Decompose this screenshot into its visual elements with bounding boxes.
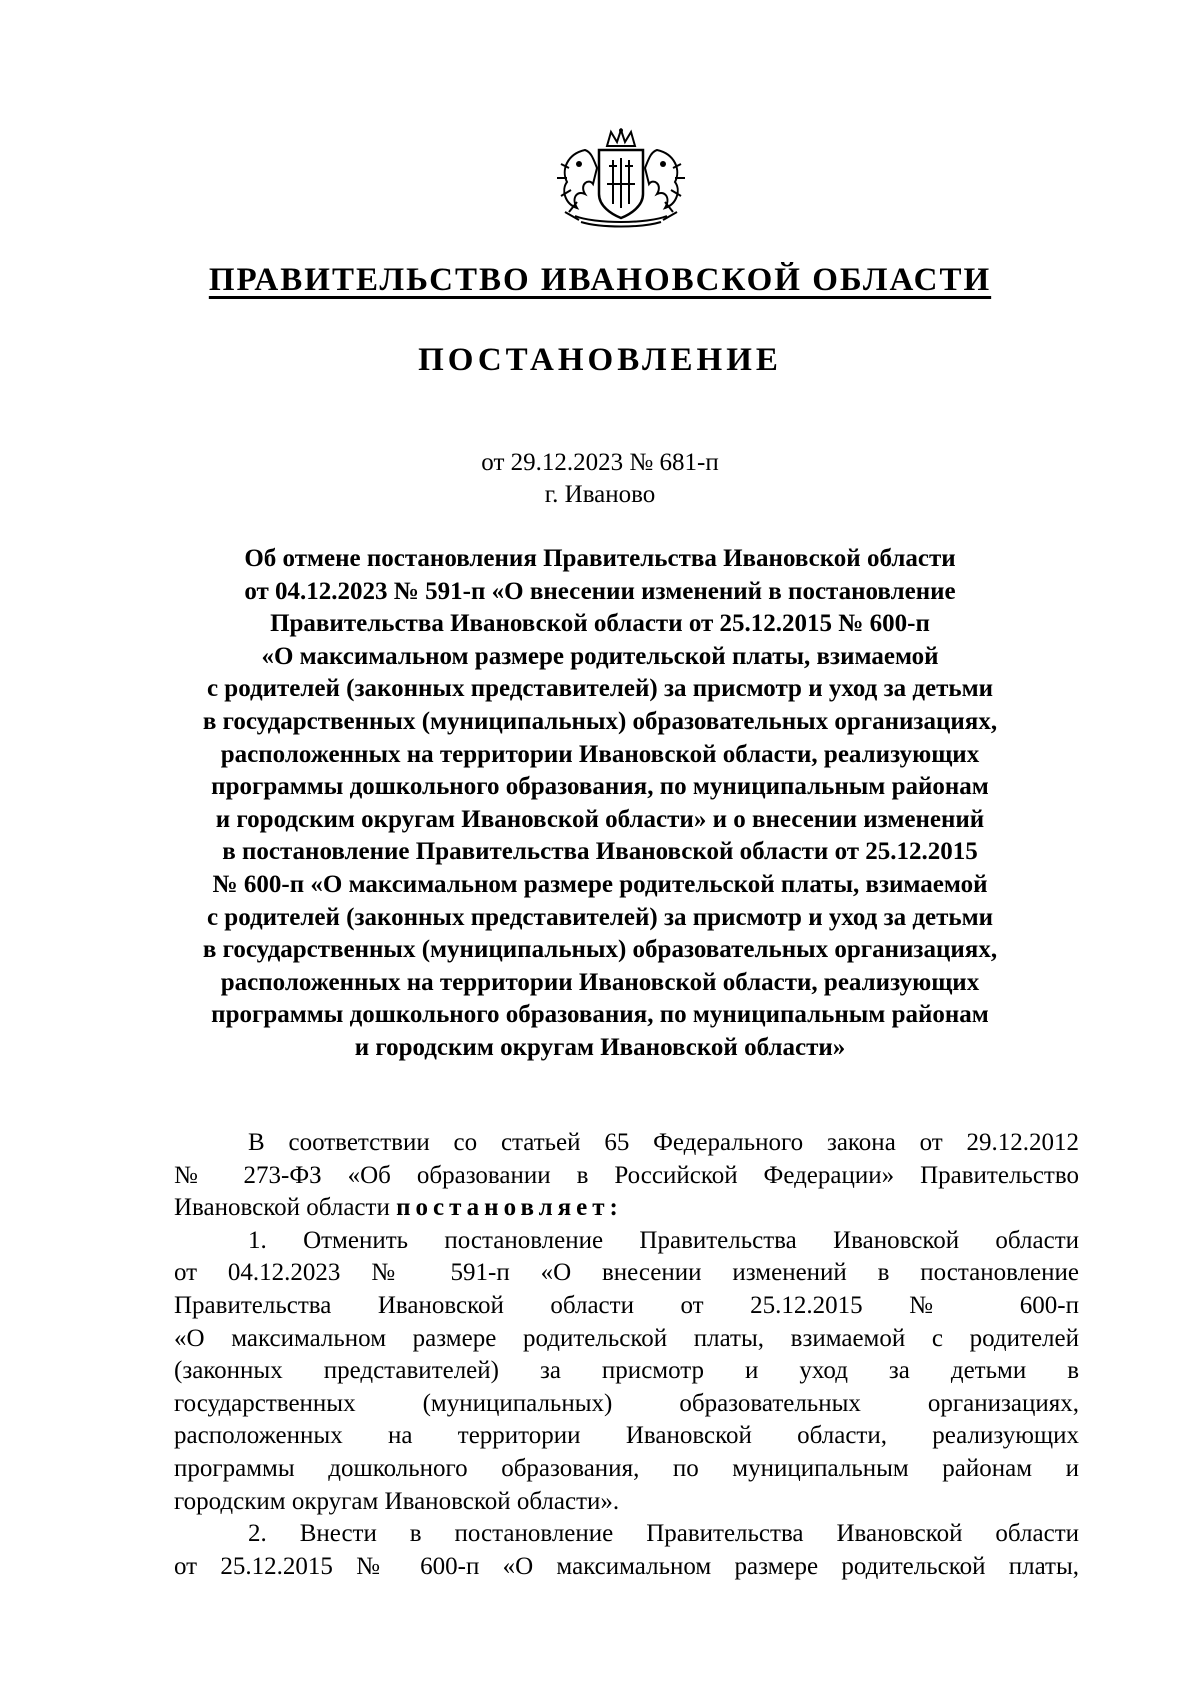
preamble-line: № 273-ФЗ «Об образовании в Российской Федерации» Правительство (174, 1161, 1079, 1189)
heading-line: в государственных (муниципальных) образовательных организациях, (202, 936, 998, 964)
item1-line: программы дошкольного образования, по муниципальным районам и (174, 1454, 1079, 1482)
document-type: ПОСТАНОВЛЕНИЕ (418, 342, 782, 378)
item1-line: от 04.12.2023 № 591-п «О внесении изменений в постановление (174, 1259, 1079, 1287)
item2-line: 2. Внести в постановление Правительства Ивановской области (248, 1520, 1079, 1548)
heading-line: и городским округам Ивановской области» (354, 1033, 846, 1061)
city: г. Иваново (544, 481, 656, 508)
preamble-prefix: Ивановской области (174, 1194, 397, 1222)
heading-line: программы дошкольного образования, по муниципальным районам (211, 1001, 989, 1029)
heading-line: Правительства Ивановской области от 25.12.2015 № 600-п (270, 610, 930, 638)
heading-line: от 04.12.2023 № 591-п «О внесении изменений в постановление (244, 577, 956, 605)
heading-line: расположенных на территории Ивановской области, реализующих (220, 968, 980, 996)
heading-line: № 600-п «О максимальном размере родительской платы, взимаемой (212, 870, 988, 898)
heading-line: расположенных на территории Ивановской области, реализующих (220, 740, 980, 768)
heading-line: Об отмене постановления Правительства Ивановской области (244, 545, 956, 572)
heading-line: и городским округам Ивановской области» и о внесении изменений (215, 805, 985, 833)
government-title: ПРАВИТЕЛЬСТВО ИВАНОВСКОЙ ОБЛАСТИ (208, 262, 992, 298)
heading-line: «О максимальном размере родительской платы, взимаемой (261, 642, 939, 670)
preamble-line: В соответствии со статьей 65 Федерального закона от 29.12.2012 (248, 1129, 1079, 1156)
document-body (174, 1127, 1079, 1583)
resolves-word: постановляет: (396, 1194, 623, 1222)
coat-of-arms-icon (555, 128, 687, 228)
item1-line: «О максимальном размере родительской платы, взимаемой с родителей (174, 1324, 1079, 1352)
item1-line: Правительства Ивановской области от 25.12.2015 № 600-п (174, 1291, 1079, 1319)
heading-line: в государственных (муниципальных) образовательных организациях, (202, 707, 998, 735)
preamble-line (174, 1192, 1079, 1225)
heading-line: программы дошкольного образования, по муниципальным районам (211, 773, 989, 801)
item1-line: государственных (муниципальных) образовательных организациях, (174, 1389, 1079, 1417)
item2-line: от 25.12.2015 № 600-п «О максимальном размере родительской платы, (174, 1552, 1079, 1580)
item1-line: расположенных на территории Ивановской области, реализующих (174, 1422, 1079, 1450)
document-meta (300, 447, 900, 511)
item1-line: 1. Отменить постановление Правительства Ивановской области (248, 1226, 1079, 1254)
heading-line: в постановление Правительства Ивановской области от 25.12.2015 (222, 838, 978, 866)
document-heading (160, 543, 1040, 1065)
heading-line: с родителей (законных представителей) за присмотр и уход за детьми (206, 675, 994, 703)
item1-line: городским округам Ивановской области». (174, 1487, 620, 1515)
date-number: от 29.12.2023 № 681-п (481, 449, 719, 476)
item1-line: (законных представителей) за присмотр и уход за детьми в (174, 1357, 1079, 1385)
heading-line: с родителей (законных представителей) за присмотр и уход за детьми (206, 903, 994, 931)
